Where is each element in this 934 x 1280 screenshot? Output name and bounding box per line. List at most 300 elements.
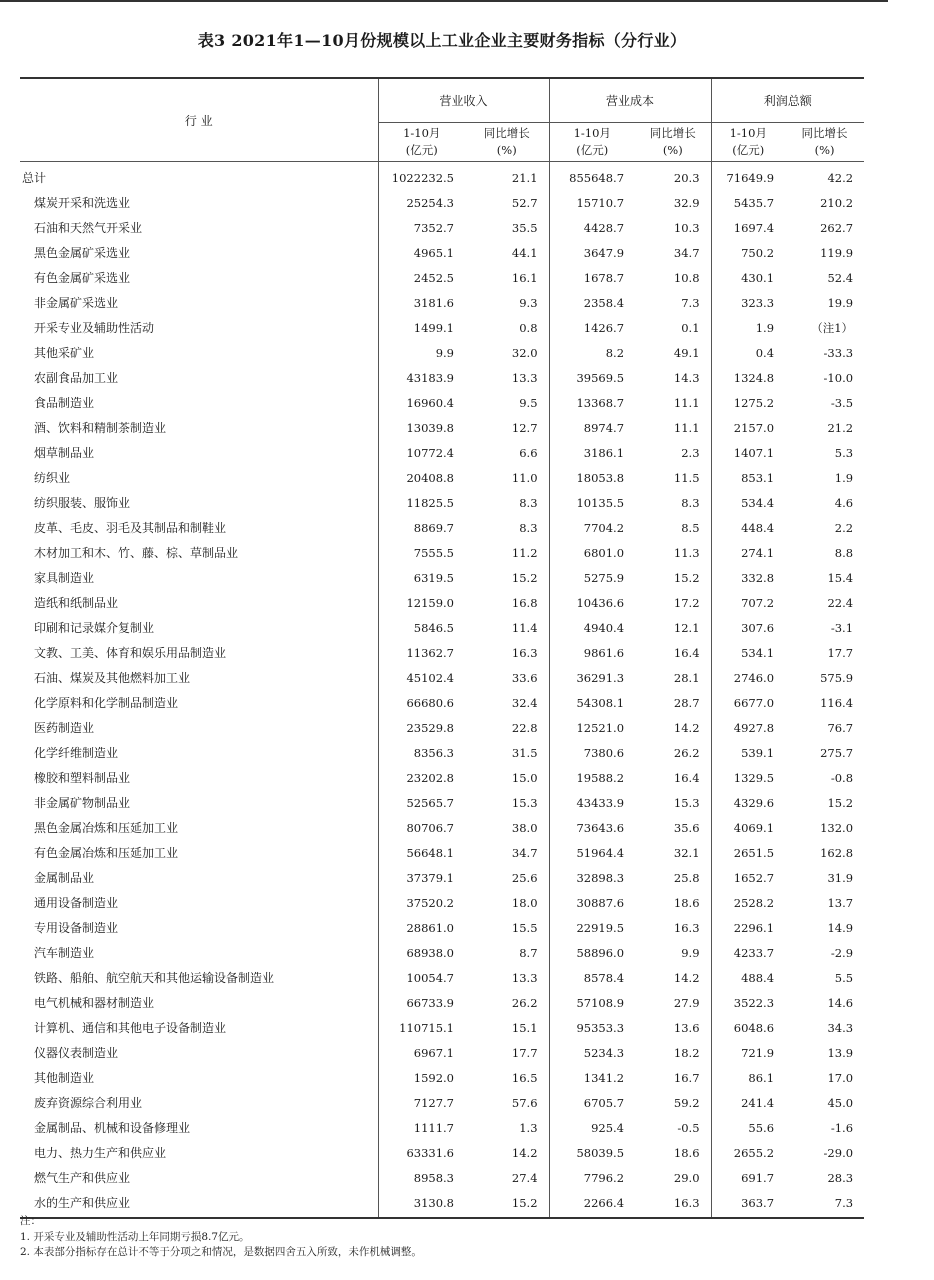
value-cell: 57108.9 <box>576 995 625 1010</box>
value-cell: 1324.8 <box>733 370 775 385</box>
value-cell: 27.4 <box>465 1165 549 1190</box>
value-cell: 3186.1 <box>583 445 625 460</box>
note-1: 1. 开采专业及辅助性活动上年同期亏损8.7亿元。 <box>20 1230 250 1243</box>
table-row <box>20 265 864 290</box>
value-cell: 14.2 <box>635 965 711 990</box>
table-body <box>20 162 864 1219</box>
value-cell: 10054.7 <box>406 970 454 985</box>
value-cell: 241.4 <box>741 1095 775 1110</box>
table-row <box>20 565 864 590</box>
value-cell: 11.3 <box>635 540 711 565</box>
value-cell: 16.5 <box>465 1065 549 1090</box>
value-cell: 45.0 <box>827 1095 854 1110</box>
value-cell: 14.6 <box>827 995 854 1010</box>
value-cell: 29.0 <box>635 1165 711 1190</box>
value-cell: 12159.0 <box>406 595 454 610</box>
value-cell: -10.0 <box>823 370 854 385</box>
table-row <box>20 440 864 465</box>
value-cell: 16.1 <box>465 265 549 290</box>
value-cell: 1.3 <box>465 1115 549 1140</box>
value-cell: 26.2 <box>635 740 711 765</box>
industry-name-cell: 造纸和纸制品业 <box>20 590 378 615</box>
value-cell: 76.7 <box>827 720 854 735</box>
table-row-total <box>20 162 864 191</box>
value-cell: 4.6 <box>834 495 854 510</box>
value-cell: 49.1 <box>635 340 711 365</box>
value-cell: 10436.6 <box>576 595 625 610</box>
value-cell: 45102.4 <box>406 670 454 685</box>
table-row <box>20 240 864 265</box>
value-cell: 1111.7 <box>413 1120 454 1135</box>
value-cell: -1.6 <box>830 1120 854 1135</box>
value-cell: 18.0 <box>465 890 549 915</box>
value-cell: 11.1 <box>635 390 711 415</box>
value-cell: 57.6 <box>465 1090 549 1115</box>
value-cell: 18.2 <box>635 1040 711 1065</box>
table-row <box>20 365 864 390</box>
value-cell: 4329.6 <box>733 795 775 810</box>
value-cell: 5275.9 <box>583 570 625 585</box>
value-cell: 15.2 <box>465 1190 549 1218</box>
value-cell: 31.9 <box>827 870 854 885</box>
value-cell: 39569.5 <box>576 370 625 385</box>
value-cell: 6048.6 <box>733 1020 775 1035</box>
value-cell: 488.4 <box>741 970 775 985</box>
industry-name-cell: 铁路、船舶、航空航天和其他运输设备制造业 <box>20 965 378 990</box>
value-cell: 54308.1 <box>576 695 625 710</box>
value-cell: 8578.4 <box>583 970 625 985</box>
table-row <box>20 965 864 990</box>
value-cell: 274.1 <box>741 545 775 560</box>
value-cell: 1592.0 <box>413 1070 454 1085</box>
value-cell: -2.9 <box>830 945 854 960</box>
value-cell: 15.4 <box>827 570 854 585</box>
value-cell: 2452.5 <box>413 270 454 285</box>
table-row <box>20 665 864 690</box>
value-cell: 162.8 <box>820 845 854 860</box>
value-cell: 52.7 <box>465 190 549 215</box>
industry-name-cell: 燃气生产和供应业 <box>20 1165 378 1190</box>
value-cell: 0.4 <box>755 345 775 360</box>
value-cell: 9.9 <box>435 345 454 360</box>
value-cell: 18.6 <box>635 890 711 915</box>
value-cell: 0.8 <box>465 315 549 340</box>
table-row <box>20 215 864 240</box>
value-cell: 33.6 <box>465 665 549 690</box>
value-cell: 1407.1 <box>733 445 775 460</box>
industry-name-cell: 石油、煤炭及其他燃料加工业 <box>20 665 378 690</box>
industry-name-cell: 印刷和记录媒介复制业 <box>20 615 378 640</box>
industry-name-cell: 家具制造业 <box>20 565 378 590</box>
value-cell: 23202.8 <box>406 770 454 785</box>
note-2: 2. 本表部分指标存在总计不等于分项之和情况，是数据四舍五入所致，未作机械调整。 <box>20 1246 422 1258</box>
footnotes <box>20 1214 422 1261</box>
value-cell: 86.1 <box>748 1070 775 1085</box>
value-cell: 855648.7 <box>569 170 625 185</box>
value-cell: 11825.5 <box>406 495 454 510</box>
value-cell: 7380.6 <box>583 745 625 760</box>
value-cell: 18.6 <box>635 1140 711 1165</box>
value-cell: 3181.6 <box>413 295 454 310</box>
subheader-growth-label: 同比增长 <box>801 126 848 140</box>
industry-name-cell: 煤炭开采和洗选业 <box>20 190 378 215</box>
value-cell: 2746.0 <box>733 670 775 685</box>
subheader-growth <box>785 123 864 162</box>
industry-name-cell: 纺织服装、服饰业 <box>20 490 378 515</box>
value-cell: 3522.3 <box>733 995 775 1010</box>
cost-group-header: 营业成本 <box>549 78 711 123</box>
value-cell: 6.6 <box>465 440 549 465</box>
value-cell: 28.3 <box>827 1170 854 1185</box>
value-cell: 5435.7 <box>733 195 775 210</box>
value-cell: 34.7 <box>465 840 549 865</box>
value-cell: 707.2 <box>741 595 775 610</box>
value-cell: 9.9 <box>635 940 711 965</box>
table-row <box>20 640 864 665</box>
subheader-value-unit: (亿元) <box>732 143 765 157</box>
table-row <box>20 315 864 340</box>
table-row <box>20 390 864 415</box>
industry-name-cell: 食品制造业 <box>20 390 378 415</box>
value-cell: 32.9 <box>635 190 711 215</box>
value-cell: 16.4 <box>635 640 711 665</box>
industry-name-cell: 其他采矿业 <box>20 340 378 365</box>
value-cell: 18053.8 <box>576 470 625 485</box>
value-cell: 4965.1 <box>413 245 454 260</box>
value-cell: 1022232.5 <box>391 170 454 185</box>
industry-name-cell: 皮革、毛皮、羽毛及其制品和制鞋业 <box>20 515 378 540</box>
value-cell: 0.1 <box>635 315 711 340</box>
value-cell: 2655.2 <box>733 1145 775 1160</box>
value-cell: 1678.7 <box>583 270 625 285</box>
table-row <box>20 1015 864 1040</box>
value-cell: 35.5 <box>465 215 549 240</box>
value-cell: 8.5 <box>635 515 711 540</box>
value-cell: 323.3 <box>741 295 775 310</box>
industry-name-cell: 木材加工和木、竹、藤、棕、草制品业 <box>20 540 378 565</box>
table-row <box>20 790 864 815</box>
value-cell: 58039.5 <box>576 1145 625 1160</box>
value-cell: 25.8 <box>635 865 711 890</box>
top-rule <box>0 0 888 2</box>
value-cell: 15.5 <box>465 915 549 940</box>
value-cell: 116.4 <box>820 695 854 710</box>
value-cell: 750.2 <box>741 245 775 260</box>
value-cell: 36291.3 <box>576 670 625 685</box>
value-cell: 34.7 <box>635 240 711 265</box>
industry-name-cell: 有色金属矿采选业 <box>20 265 378 290</box>
value-cell: 6319.5 <box>413 570 454 585</box>
value-cell: 11.2 <box>465 540 549 565</box>
value-cell: 16960.4 <box>406 395 454 410</box>
profit-group-header: 利润总额 <box>711 78 864 123</box>
value-cell: 66680.6 <box>406 695 454 710</box>
subheader-growth <box>635 123 711 162</box>
value-cell: 14.3 <box>635 365 711 390</box>
value-cell: 2266.4 <box>549 1190 635 1218</box>
value-cell: 534.4 <box>741 495 775 510</box>
value-cell: 430.1 <box>741 270 775 285</box>
subheader-value-unit: (亿元) <box>576 143 609 157</box>
industry-name-cell: 其他制造业 <box>20 1065 378 1090</box>
industry-name-cell: 废弃资源综合利用业 <box>20 1090 378 1115</box>
subheader-value-label: 1-10月 <box>729 126 767 140</box>
table-row <box>20 1090 864 1115</box>
value-cell: 3647.9 <box>583 245 625 260</box>
value-cell: -29.0 <box>823 1145 854 1160</box>
value-cell: 2651.5 <box>733 845 775 860</box>
value-cell: 7704.2 <box>583 520 625 535</box>
table-row <box>20 290 864 315</box>
value-cell: 20.3 <box>635 162 711 191</box>
value-cell: 2157.0 <box>733 420 775 435</box>
value-cell: 12521.0 <box>576 720 625 735</box>
value-cell: 19588.2 <box>576 770 625 785</box>
value-cell: 13039.8 <box>406 420 454 435</box>
value-cell: 1.9 <box>755 320 775 335</box>
industry-name-cell: 橡胶和塑料制品业 <box>20 765 378 790</box>
value-cell: 23529.8 <box>406 720 454 735</box>
value-cell: 15.3 <box>465 790 549 815</box>
subheader-growth-unit: (%) <box>496 143 517 157</box>
industry-name-cell: 黑色金属矿采选业 <box>20 240 378 265</box>
value-cell: 5234.3 <box>583 1045 625 1060</box>
value-cell: 15.3 <box>635 790 711 815</box>
value-cell: 210.2 <box>820 195 854 210</box>
value-cell: 22.4 <box>827 595 854 610</box>
table-row <box>20 340 864 365</box>
industry-name-cell: 金属制品业 <box>20 865 378 890</box>
value-cell: 721.9 <box>741 1045 775 1060</box>
value-cell: 16.7 <box>635 1065 711 1090</box>
table-row <box>20 590 864 615</box>
subheader-value <box>549 123 635 162</box>
value-cell: 7796.2 <box>583 1170 625 1185</box>
value-cell: 1275.2 <box>733 395 775 410</box>
value-cell: 7352.7 <box>413 220 454 235</box>
table-row <box>20 940 864 965</box>
value-cell: 15.1 <box>465 1015 549 1040</box>
value-cell: 262.7 <box>820 220 854 235</box>
subheader-value-label: 1-10月 <box>573 126 611 140</box>
value-cell: 16.3 <box>465 640 549 665</box>
industry-name-cell: 黑色金属冶炼和压延加工业 <box>20 815 378 840</box>
value-cell: 10.3 <box>635 215 711 240</box>
value-cell: -33.3 <box>823 345 854 360</box>
industry-name-cell: 化学原料和化学制品制造业 <box>20 690 378 715</box>
value-cell: 37520.2 <box>406 895 454 910</box>
value-cell: 34.3 <box>827 1020 854 1035</box>
value-cell: 332.8 <box>741 570 775 585</box>
value-cell: 6677.0 <box>733 695 775 710</box>
value-cell: 13.3 <box>465 965 549 990</box>
value-cell: 8869.7 <box>413 520 454 535</box>
value-cell: 63331.6 <box>406 1145 454 1160</box>
value-cell: 448.4 <box>741 520 775 535</box>
subheader-value <box>378 123 465 162</box>
value-cell: 52565.7 <box>406 795 454 810</box>
value-cell: 4069.1 <box>733 820 775 835</box>
subheader-growth-label: 同比增长 <box>649 126 696 140</box>
value-cell: 44.1 <box>465 240 549 265</box>
industry-name-cell: 通用设备制造业 <box>20 890 378 915</box>
industry-name-cell: 开采专业及辅助性活动 <box>20 315 378 340</box>
value-cell: 28861.0 <box>406 920 454 935</box>
value-cell: -3.5 <box>830 395 854 410</box>
industry-name-cell: 医药制造业 <box>20 715 378 740</box>
table-row <box>20 990 864 1015</box>
value-cell: 6801.0 <box>583 545 625 560</box>
value-cell: 8.8 <box>834 545 854 560</box>
subheader-value <box>711 123 785 162</box>
value-cell: 1329.5 <box>733 770 775 785</box>
value-cell: 16.8 <box>465 590 549 615</box>
value-cell: 15.2 <box>827 795 854 810</box>
value-cell: 853.1 <box>741 470 775 485</box>
value-cell: 11.5 <box>635 465 711 490</box>
value-cell: 21.2 <box>827 420 854 435</box>
value-cell: 14.2 <box>635 715 711 740</box>
subheader-value-label: 1-10月 <box>403 126 441 140</box>
value-cell: 20408.8 <box>406 470 454 485</box>
value-cell: 8.7 <box>465 940 549 965</box>
value-cell: 32.0 <box>465 340 549 365</box>
value-cell: 43183.9 <box>406 370 454 385</box>
value-cell: 119.9 <box>820 245 854 260</box>
value-cell: 1697.4 <box>733 220 775 235</box>
value-cell: 15.2 <box>635 565 711 590</box>
value-cell: 1652.7 <box>733 870 775 885</box>
value-cell: 11362.7 <box>406 645 454 660</box>
industry-name-cell: 烟草制品业 <box>20 440 378 465</box>
value-cell: 38.0 <box>465 815 549 840</box>
value-cell: -0.8 <box>830 770 854 785</box>
value-cell: 8356.3 <box>413 745 454 760</box>
value-cell: 8958.3 <box>413 1170 454 1185</box>
value-cell: 11.0 <box>465 465 549 490</box>
value-cell: 21.1 <box>465 162 549 191</box>
value-cell: 17.7 <box>465 1040 549 1065</box>
value-cell: 32.1 <box>635 840 711 865</box>
value-cell: 11.4 <box>465 615 549 640</box>
value-cell: 28.1 <box>635 665 711 690</box>
value-cell: 6705.7 <box>583 1095 625 1110</box>
value-cell: 15710.7 <box>576 195 625 210</box>
table-row <box>20 840 864 865</box>
subheader-growth-unit: (%) <box>814 143 835 157</box>
note-label: 注： <box>20 1215 41 1227</box>
industry-name-cell: 金属制品、机械和设备修理业 <box>20 1115 378 1140</box>
table-row <box>20 490 864 515</box>
value-cell: 8.2 <box>605 345 625 360</box>
value-cell: 575.9 <box>820 670 854 685</box>
value-cell: 1426.7 <box>583 320 625 335</box>
value-cell: 42.2 <box>827 170 854 185</box>
value-cell: 17.0 <box>827 1070 854 1085</box>
table-row <box>20 465 864 490</box>
industry-name-cell: 计算机、通信和其他电子设备制造业 <box>20 1015 378 1040</box>
value-cell: 27.9 <box>635 990 711 1015</box>
industry-name-cell: 仪器仪表制造业 <box>20 1040 378 1065</box>
value-cell: 28.7 <box>635 690 711 715</box>
value-cell: 7.3 <box>785 1190 864 1218</box>
value-cell: 58896.0 <box>576 945 625 960</box>
value-cell: 9.5 <box>465 390 549 415</box>
value-cell: 534.1 <box>741 645 775 660</box>
industry-name-cell: 纺织业 <box>20 465 378 490</box>
value-cell: 539.1 <box>741 745 775 760</box>
industry-name-cell: 电力、热力生产和供应业 <box>20 1140 378 1165</box>
value-cell: 275.7 <box>820 745 854 760</box>
table-row <box>20 1040 864 1065</box>
value-cell: -0.5 <box>635 1115 711 1140</box>
value-cell: 12.1 <box>635 615 711 640</box>
industry-column-header: 行 业 <box>20 78 378 162</box>
value-cell: 22.8 <box>465 715 549 740</box>
industry-name-cell: 石油和天然气开采业 <box>20 215 378 240</box>
financial-indicators-table <box>20 77 864 1219</box>
value-cell: 43433.9 <box>576 795 625 810</box>
value-cell: 19.9 <box>827 295 854 310</box>
value-cell: 110715.1 <box>399 1020 454 1035</box>
value-cell: （注1） <box>811 320 854 335</box>
value-cell: 13.7 <box>827 895 854 910</box>
value-cell: -3.1 <box>830 620 854 635</box>
table-row <box>20 690 864 715</box>
industry-name-cell: 化学纤维制造业 <box>20 740 378 765</box>
value-cell: 25254.3 <box>406 195 454 210</box>
table-row <box>20 540 864 565</box>
value-cell: 80706.7 <box>406 820 454 835</box>
value-cell: 25.6 <box>465 865 549 890</box>
table-row <box>20 865 864 890</box>
value-cell: 14.9 <box>827 920 854 935</box>
value-cell: 5.3 <box>834 445 854 460</box>
value-cell: 15.2 <box>465 565 549 590</box>
industry-name-cell: 总计 <box>20 162 378 191</box>
subheader-growth-label: 同比增长 <box>483 126 530 140</box>
value-cell: 9861.6 <box>583 645 625 660</box>
value-cell: 35.6 <box>635 815 711 840</box>
subheader-growth-unit: (%) <box>662 143 683 157</box>
value-cell: 32.4 <box>465 690 549 715</box>
industry-name-cell: 水的生产和供应业 <box>20 1190 378 1218</box>
value-cell: 7127.7 <box>413 1095 454 1110</box>
table-row <box>20 915 864 940</box>
value-cell: 68938.0 <box>406 945 454 960</box>
revenue-group-header: 营业收入 <box>378 78 549 123</box>
table-row <box>20 615 864 640</box>
value-cell: 51964.4 <box>576 845 625 860</box>
value-cell: 14.2 <box>465 1140 549 1165</box>
table-row <box>20 1140 864 1165</box>
value-cell: 691.7 <box>741 1170 775 1185</box>
value-cell: 59.2 <box>635 1090 711 1115</box>
value-cell: 10135.5 <box>576 495 625 510</box>
industry-name-cell: 电气机械和器材制造业 <box>20 990 378 1015</box>
industry-name-cell: 农副食品加工业 <box>20 365 378 390</box>
value-cell: 363.7 <box>711 1190 785 1218</box>
value-cell: 73643.6 <box>576 820 625 835</box>
value-cell: 1499.1 <box>413 320 454 335</box>
value-cell: 132.0 <box>820 820 854 835</box>
value-cell: 2296.1 <box>733 920 775 935</box>
table-row <box>20 1165 864 1190</box>
table-row <box>20 415 864 440</box>
value-cell: 2.2 <box>834 520 854 535</box>
table-row <box>20 1065 864 1090</box>
industry-name-cell: 非金属矿采选业 <box>20 290 378 315</box>
